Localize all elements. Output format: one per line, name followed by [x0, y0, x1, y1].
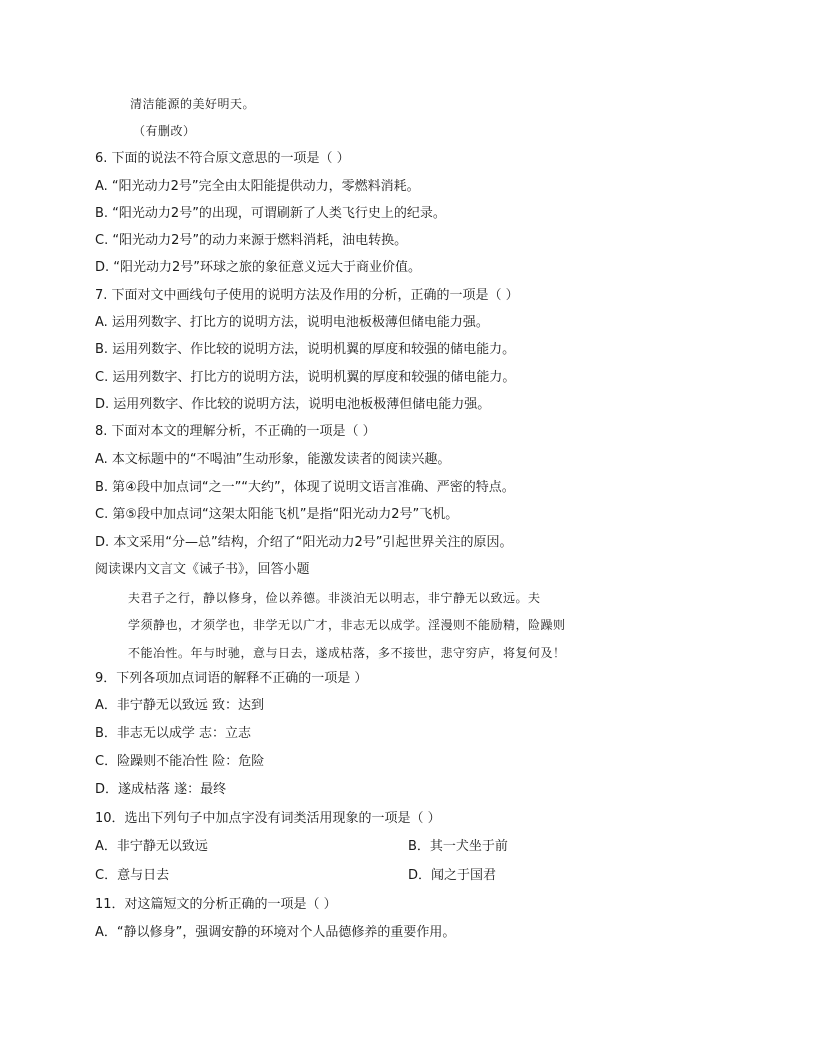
q6-option-c: C. “阳光动力2号”的动力来源于燃料消耗，油电转换。 — [95, 233, 408, 248]
q9-option-d: D．遂成枯落 遂：最终 — [95, 782, 227, 797]
continuation-text: 清洁能源的美好明天。 — [130, 97, 256, 111]
q8-option-c: C. 第⑤段中加点词“这架太阳能飞机”是指“阳光动力2号”飞机。 — [95, 507, 459, 522]
q7-option-c: C. 运用列数字、打比方的说明方法，说明机翼的厚度和较强的储电能力。 — [95, 370, 516, 385]
q10-option-b: B．其一犬坐于前 — [408, 839, 508, 854]
q7-option-d: D. 运用列数字、作比较的说明方法，说明电池板极薄但储电能力强。 — [95, 397, 491, 412]
passage-line-3: 不能冶性。年与时驰，意与日去，遂成枯落，多不接世，悲守穷庐，将复何及！ — [128, 646, 566, 660]
q8-stem: 8. 下面对本文的理解分析，不正确的一项是（ ） — [95, 424, 376, 439]
q8-option-a: A. 本文标题中的“不喝油”生动形象，能激发读者的阅读兴趣。 — [95, 452, 451, 467]
q7-option-a: A. 运用列数字、打比方的说明方法，说明电池板极薄但储电能力强。 — [95, 315, 489, 330]
q6-option-d: D. “阳光动力2号”环球之旅的象征意义远大于商业价值。 — [95, 260, 422, 275]
q8-option-b: B. 第④段中加点词“之一”“大约”，体现了说明文语言准确、严密的特点。 — [95, 480, 515, 495]
q10-option-d: D．闻之于国君 — [408, 868, 497, 883]
q10-stem: 10．选出下列句子中加点字没有词类活用现象的一项是（ ） — [95, 811, 441, 826]
q6-option-a: A. “阳光动力2号”完全由太阳能提供动力，零燃料消耗。 — [95, 179, 420, 194]
passage-line-1: 夫君子之行，静以修身，俭以养德。非淡泊无以明志，非宁静无以致远。夫 — [128, 591, 541, 605]
q6-option-b: B. “阳光动力2号”的出现，可谓刷新了人类飞行史上的纪录。 — [95, 206, 446, 221]
q9-option-b: B．非志无以成学 志：立志 — [95, 726, 252, 741]
q9-option-c: C．险躁则不能冶性 险：危险 — [95, 754, 265, 769]
q6-stem: 6. 下面的说法不符合原文意思的一项是（ ） — [95, 151, 350, 166]
q11-option-a: A．“静以修身”，强调安静的环境对个人品德修养的重要作用。 — [95, 925, 456, 940]
edit-note: （有删改） — [133, 124, 196, 138]
q9-option-a: A．非宁静无以致远 致：达到 — [95, 698, 265, 713]
q7-option-b: B. 运用列数字、作比较的说明方法，说明机翼的厚度和较强的储电能力。 — [95, 342, 516, 357]
passage-line-2: 学须静也，才须学也，非学无以广才，非志无以成学。淫漫则不能励精，险躁则 — [128, 618, 566, 632]
reading-intro: 阅读课内文言文《诫子书》，回答小题 — [95, 562, 310, 577]
q11-stem: 11．对这篇短文的分析正确的一项是（ ） — [95, 897, 337, 912]
q10-option-a: A．非宁静无以致远 — [95, 839, 208, 854]
q8-option-d: D. 本文采用“分—总”结构，介绍了“阳光动力2号”引起世界关注的原因。 — [95, 535, 513, 550]
q10-option-c: C．意与日去 — [95, 868, 170, 883]
q7-stem: 7. 下面对文中画线句子使用的说明方法及作用的分析，正确的一项是（ ） — [95, 288, 519, 303]
q9-stem: 9．下列各项加点词语的解释不正确的一项是 ） — [95, 671, 368, 686]
